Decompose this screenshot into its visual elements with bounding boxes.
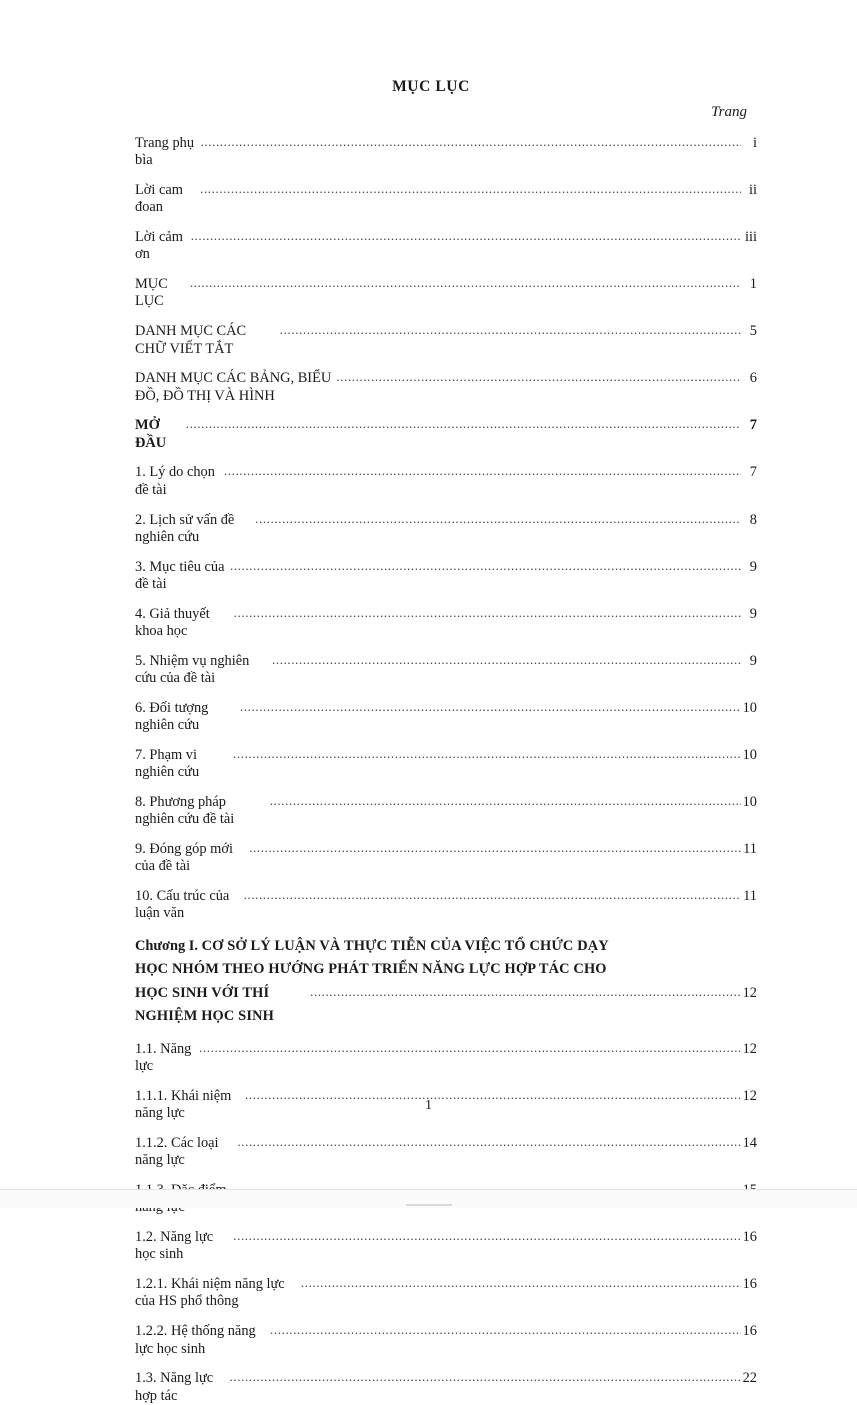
leader-dots bbox=[230, 558, 741, 574]
toc-entry-page-number: ii bbox=[749, 182, 757, 199]
toc-entry-page-number: 22 bbox=[742, 1370, 757, 1387]
toc-entry-page-number: 9 bbox=[749, 652, 757, 669]
toc-chapter-entry[interactable] bbox=[135, 935, 757, 1028]
chapter-title-line-2: HỌC NHÓM THEO HƯỚNG PHÁT TRIỂN NĂNG LỰC HỢP TÁC CHO bbox=[135, 961, 607, 978]
toc-entry[interactable] bbox=[135, 135, 757, 170]
toc-list-bottom bbox=[135, 1041, 757, 1405]
toc-entry-label: 1.3. Năng lực hợp tác bbox=[135, 1370, 217, 1404]
toc-entry-page-number: 12 bbox=[742, 1040, 757, 1057]
leader-dots bbox=[190, 275, 741, 291]
leader-dots bbox=[233, 1228, 740, 1244]
toc-entry[interactable] bbox=[135, 888, 757, 923]
toc-entry-label: 1. Lý do chọn đề tài bbox=[135, 464, 219, 498]
toc-entry[interactable] bbox=[135, 323, 757, 358]
toc-entry[interactable] bbox=[135, 1229, 757, 1264]
toc-list-top bbox=[135, 135, 757, 923]
leader-dots bbox=[240, 699, 741, 715]
leader-dots bbox=[201, 134, 741, 150]
toc-entry[interactable] bbox=[135, 229, 757, 264]
chapter-number: Chương I. bbox=[135, 938, 202, 955]
leader-dots bbox=[272, 652, 741, 668]
toc-entry-page-number: 7 bbox=[749, 464, 757, 481]
toc-entry-page-number: 8 bbox=[749, 511, 757, 528]
toc-entry-page-number: 1 bbox=[749, 276, 757, 293]
toc-entry-label: Trang phụ bìa bbox=[135, 135, 198, 169]
leader-dots bbox=[270, 793, 741, 809]
toc-entry[interactable] bbox=[135, 559, 757, 594]
toc-entry[interactable] bbox=[135, 747, 757, 782]
leader-dots bbox=[200, 181, 741, 197]
leader-dots bbox=[191, 228, 741, 244]
toc-entry[interactable] bbox=[135, 182, 757, 217]
chapter-page-number: 12 bbox=[742, 984, 757, 1001]
toc-entry[interactable] bbox=[135, 417, 757, 452]
leader-dots bbox=[255, 511, 741, 527]
toc-entry[interactable] bbox=[135, 1370, 757, 1405]
toc-entry-label: 6. Đối tượng nghiên cứu bbox=[135, 699, 212, 734]
leader-dots bbox=[301, 1275, 741, 1291]
leader-dots bbox=[280, 322, 741, 338]
chapter-title-line-1: CƠ SỞ LÝ LUẬN VÀ THỰC TIỄN CỦA VIỆC TỔ CHỨC DẠY bbox=[201, 938, 609, 955]
toc-entry-label: MỞ ĐẦU bbox=[135, 417, 167, 451]
leader-dots bbox=[270, 1322, 741, 1338]
page-edge-nub bbox=[406, 1204, 452, 1206]
toc-entry-page-number: 5 bbox=[749, 323, 757, 340]
toc-entry-label: 4. Giả thuyết khoa học bbox=[135, 605, 214, 639]
toc-entry-label: 1.1.2. Các loại năng lực bbox=[135, 1135, 223, 1169]
page-bottom-edge bbox=[0, 1189, 857, 1208]
toc-entry-page-number: 11 bbox=[743, 888, 757, 904]
leader-dots bbox=[249, 840, 741, 856]
leader-dots bbox=[199, 1040, 741, 1056]
toc-entry[interactable] bbox=[135, 1276, 757, 1311]
leader-dots bbox=[234, 605, 741, 621]
leader-dots bbox=[237, 1134, 740, 1150]
toc-entry-page-number: 10 bbox=[742, 793, 757, 810]
toc-entry-page-number: 11 bbox=[743, 840, 757, 857]
toc-entry-page-number: 14 bbox=[742, 1135, 757, 1151]
toc-entry-page-number: i bbox=[753, 135, 757, 151]
toc-entry-page-number: 9 bbox=[749, 605, 757, 622]
leader-dots bbox=[224, 463, 741, 479]
toc-entry-label: DANH MỤC CÁC BẢNG, BIỂU ĐỒ, ĐỒ THỊ VÀ HÌNH bbox=[135, 370, 335, 404]
toc-entry-label: 3. Mục tiêu của đề tài bbox=[135, 558, 229, 592]
toc-entry[interactable] bbox=[135, 700, 757, 735]
toc-entry-label: 1.2.1. Khái niệm năng lực của HS phổ thông bbox=[135, 1276, 289, 1310]
toc-entry-page-number: iii bbox=[745, 229, 757, 246]
toc-entry[interactable] bbox=[135, 512, 757, 547]
toc-entry-page-number: 16 bbox=[742, 1229, 757, 1246]
folio-number: 1 bbox=[425, 1098, 432, 1113]
toc-entry-label: 5. Nhiệm vụ nghiên cứu của đề tài bbox=[135, 652, 253, 686]
toc-entry-label: 1.1.1. Khái niệm năng lực bbox=[135, 1087, 235, 1122]
toc-entry-page-number: 9 bbox=[749, 558, 757, 575]
toc-entry-label: 8. Phương pháp nghiên cứu đề tài bbox=[135, 793, 235, 828]
leader-dots bbox=[186, 416, 741, 432]
toc-entry-label: 10. Cấu trúc của luận văn bbox=[135, 888, 233, 922]
toc-entry-label: 1.1. Năng lực bbox=[135, 1040, 195, 1075]
toc-entry[interactable] bbox=[135, 1041, 757, 1076]
toc-entry[interactable] bbox=[135, 1135, 757, 1170]
toc-entry-page-number: 12 bbox=[742, 1087, 757, 1104]
toc-entry-label: 1.2. Năng lực học sinh bbox=[135, 1229, 217, 1263]
toc-entry-label: 1.2.2. Hệ thống năng lực học sinh bbox=[135, 1323, 260, 1357]
toc-entry[interactable] bbox=[135, 276, 757, 311]
toc-entry-label: MỤC LỤC bbox=[135, 276, 172, 310]
leader-dots bbox=[230, 1369, 741, 1385]
toc-entry[interactable] bbox=[135, 794, 757, 829]
chapter-title-line-3: HỌC SINH VỚI THÍ NGHIỆM HỌC SINH bbox=[135, 984, 274, 1025]
leader-dots bbox=[233, 746, 741, 762]
toc-entry[interactable] bbox=[135, 841, 757, 876]
toc-entry-page-number: 10 bbox=[742, 746, 757, 763]
leader-dots bbox=[244, 887, 741, 903]
toc-entry-page-number: 7 bbox=[749, 417, 757, 434]
toc-entry-page-number: 10 bbox=[742, 699, 757, 716]
toc-entry-label: Lời cảm ơn bbox=[135, 229, 187, 263]
toc-entry[interactable] bbox=[135, 464, 757, 499]
leader-dots bbox=[336, 369, 741, 385]
toc-entry[interactable] bbox=[135, 606, 757, 641]
leader-dots bbox=[310, 981, 741, 1002]
toc-entry[interactable] bbox=[135, 1323, 757, 1358]
toc-entry[interactable] bbox=[135, 653, 757, 688]
toc-entry[interactable] bbox=[135, 370, 757, 405]
toc-entry-page-number: 6 bbox=[749, 370, 757, 387]
toc-entry-label: 9. Đóng góp mới của đề tài bbox=[135, 840, 237, 875]
toc-entry-page-number: 16 bbox=[742, 1323, 757, 1340]
toc-entry-label: 2. Lịch sử vấn đề nghiên cứu bbox=[135, 511, 238, 545]
page-column-label: Trang bbox=[711, 104, 747, 120]
toc-entry-page-number: 16 bbox=[742, 1276, 757, 1293]
toc-entry-label: Lời cam đoan bbox=[135, 182, 187, 216]
toc-entry-label: 7. Phạm vi nghiên cứu bbox=[135, 746, 201, 781]
toc-entry-label: DANH MỤC CÁC CHỮ VIẾT TẮT bbox=[135, 323, 250, 357]
page-title: MỤC LỤC bbox=[392, 78, 470, 95]
